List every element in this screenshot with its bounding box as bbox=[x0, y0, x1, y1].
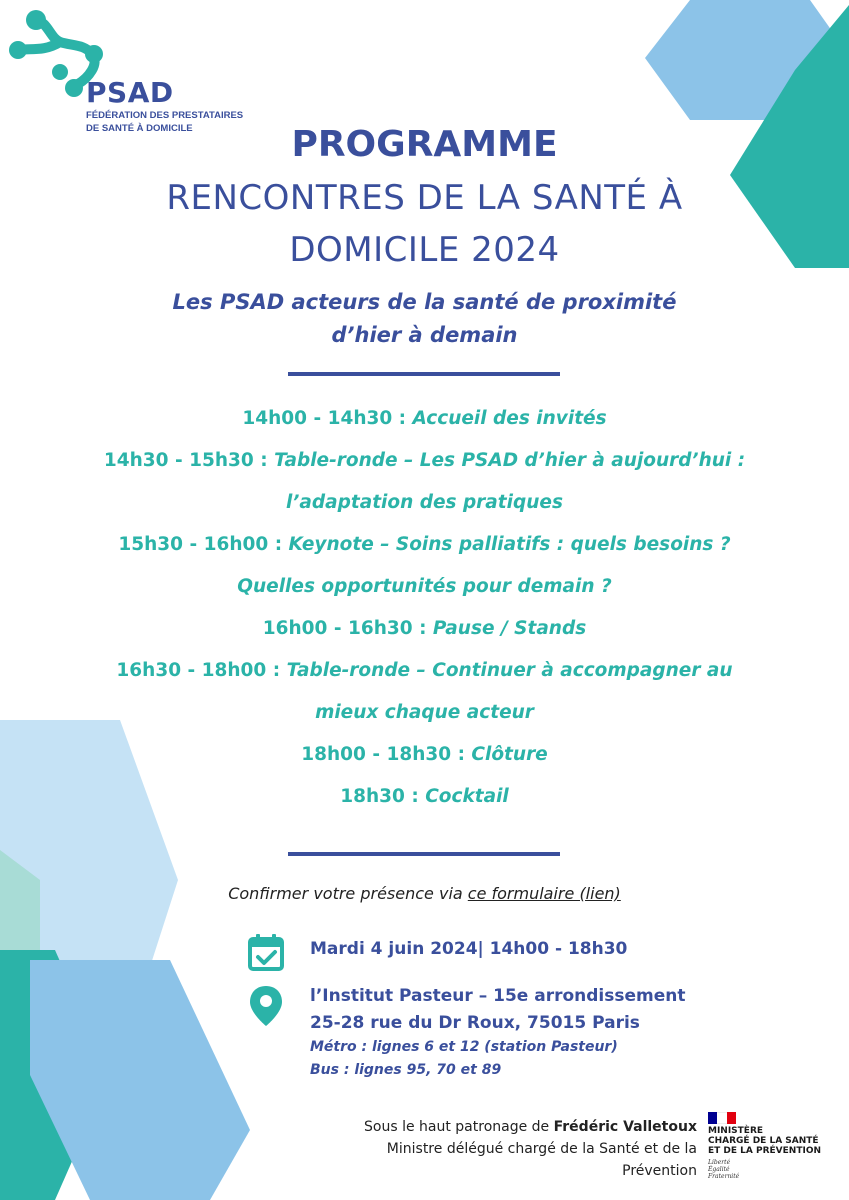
subtitle-line-2: d’hier à demain bbox=[331, 323, 518, 347]
ministere-line-2: CHARGÉ DE LA SANTÉ bbox=[708, 1136, 819, 1146]
agenda-item bbox=[40, 650, 809, 734]
location-address: 25-28 rue du Dr Roux, 75015 Paris bbox=[310, 1013, 640, 1033]
date-text: Mardi 4 juin 2024| 14h00 - 18h30 bbox=[310, 939, 628, 959]
agenda-label: Cocktail bbox=[425, 786, 509, 807]
patronage-line-2: Ministre délégué chargé de la Santé et de la bbox=[386, 1141, 697, 1157]
agenda-label: Accueil des invités bbox=[412, 408, 607, 429]
patronage-line-1 bbox=[364, 1116, 697, 1138]
subtitle-line-1: Les PSAD acteurs de la santé de proximité bbox=[172, 290, 677, 314]
map-pin-icon bbox=[246, 984, 286, 1028]
patronage-line-3: Prévention bbox=[622, 1163, 697, 1179]
agenda-label-cont: Quelles opportunités pour demain ? bbox=[237, 576, 612, 597]
motto-egalite: Égalité bbox=[708, 1166, 730, 1173]
republic-motto bbox=[708, 1159, 844, 1180]
patronage-text bbox=[364, 1116, 697, 1182]
ministere-logo bbox=[708, 1112, 844, 1180]
motto-fraternite: Fraternité bbox=[708, 1173, 740, 1180]
motto-liberte: Liberté bbox=[708, 1159, 731, 1166]
rsvp-form-link[interactable]: ce formulaire (lien) bbox=[467, 884, 621, 903]
patronage-prefix: Sous le haut patronage de bbox=[364, 1119, 554, 1135]
ministere-line-3: ET DE LA PRÉVENTION bbox=[708, 1146, 821, 1156]
agenda-item bbox=[40, 524, 809, 608]
calendar-check-icon bbox=[246, 932, 286, 972]
patron-name: Frédéric Valletoux bbox=[553, 1119, 697, 1135]
agenda-time: 14h30 - 15h30 : bbox=[103, 450, 275, 471]
agenda-time: 16h30 - 18h00 : bbox=[116, 660, 287, 681]
logo-name: PSAD bbox=[86, 76, 174, 109]
agenda-time: 18h30 : bbox=[340, 786, 426, 807]
agenda-time: 14h00 - 14h30 : bbox=[242, 408, 413, 429]
agenda-item bbox=[40, 776, 809, 818]
logo-tagline-2: DE SANTÉ À DOMICILE bbox=[86, 123, 193, 134]
rsvp-line bbox=[0, 884, 849, 903]
agenda-label: Clôture bbox=[471, 744, 548, 765]
agenda-item bbox=[40, 608, 809, 650]
event-title-line-1: RENCONTRES DE LA SANTÉ À bbox=[166, 178, 683, 218]
agenda-item bbox=[40, 398, 809, 440]
psad-logo bbox=[8, 8, 248, 138]
agenda-label-cont: l’adaptation des pratiques bbox=[286, 492, 563, 513]
agenda-item bbox=[40, 440, 809, 524]
rsvp-text: Confirmer votre présence via bbox=[228, 884, 468, 903]
agenda-label-cont: mieux chaque acteur bbox=[315, 702, 534, 723]
agenda-label: Keynote – Soins palliatifs : quels besoins ? bbox=[288, 534, 731, 555]
agenda-label: Table-ronde – Continuer à accompagner au bbox=[286, 660, 733, 681]
agenda-time: 15h30 - 16h00 : bbox=[118, 534, 289, 555]
agenda-item bbox=[40, 734, 809, 776]
event-title-line-2: DOMICILE 2024 bbox=[289, 230, 560, 270]
location-metro: Métro : lignes 6 et 12 (station Pasteur) bbox=[310, 1039, 618, 1055]
agenda-time: 18h00 - 18h30 : bbox=[301, 744, 472, 765]
event-title bbox=[0, 172, 849, 276]
page-title: PROGRAMME bbox=[291, 124, 558, 165]
french-flag-icon bbox=[708, 1112, 736, 1124]
divider-bottom bbox=[288, 852, 560, 856]
location-name: l’Institut Pasteur – 15e arrondissement bbox=[310, 986, 686, 1006]
agenda-time: 16h00 - 16h30 : bbox=[262, 618, 433, 639]
location-bus: Bus : lignes 95, 70 et 89 bbox=[310, 1062, 502, 1078]
event-subtitle bbox=[0, 286, 849, 352]
agenda-label: Table-ronde – Les PSAD d’hier à aujourd’hui : bbox=[274, 450, 746, 471]
agenda-label: Pause / Stands bbox=[432, 618, 587, 639]
logo-tagline-1: FÉDÉRATION DES PRESTATAIRES bbox=[86, 110, 244, 121]
agenda-list bbox=[40, 398, 809, 818]
divider-top bbox=[288, 372, 560, 376]
ministere-line-1: MINISTÈRE bbox=[708, 1126, 764, 1136]
